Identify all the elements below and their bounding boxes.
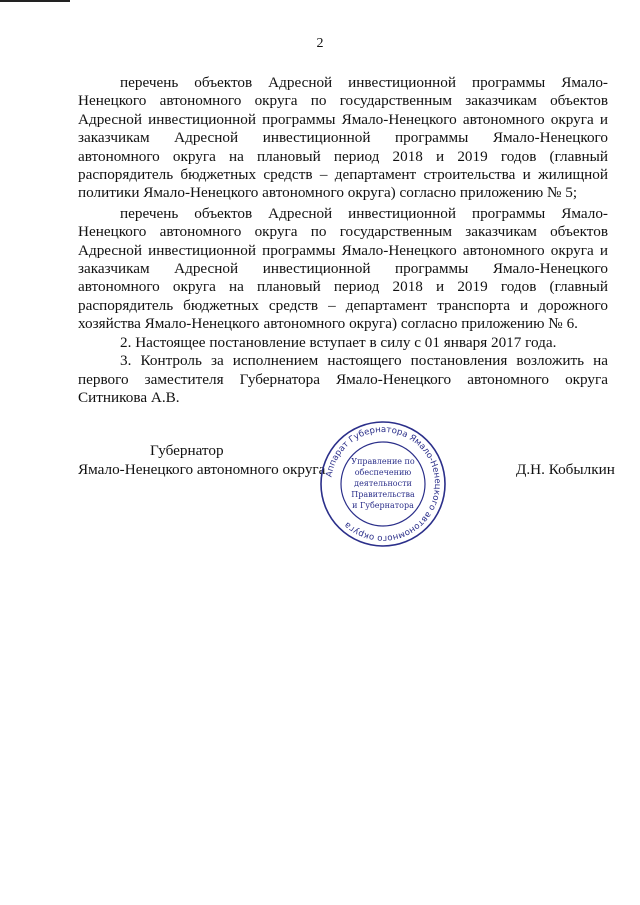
- paragraph-effective-date: 2. Настоящее постановление вступает в силу с 01 января 2017 года.: [120, 333, 557, 351]
- signatory-region: Ямало-Ненецкого автономного округа: [78, 461, 326, 478]
- official-seal: [319, 420, 447, 548]
- signatory-title: Губернатор: [150, 442, 224, 459]
- paragraph-appendix-5: перечень объектов Адресной инвестиционной программы Ямало-Ненецкого автономного округа по государственным заказчикам объектов Адресной инвестиционной программы Ямало-Ненецкого автономного округа и заказчикам Адресной инвестиционной программы Ямало-Ненецкого автономного округа на плановый период 2018 и 2019 годов (главный распорядитель бюджетных средств – департамент строительства и жилищной политики Ямало-Ненецкого автономного округа) согласно приложению № 5;: [78, 74, 608, 202]
- seal-line: Управление по: [351, 457, 415, 466]
- page-corner-mark: [0, 0, 70, 2]
- seal-line: Правительства: [351, 490, 415, 499]
- paragraph-control: 3. Контроль за исполнением настоящего постановления возложить на первого заместителя Губернатора Ямало-Ненецкого автономного округа Ситникова А.В.: [78, 352, 608, 406]
- seal-line: деятельности: [354, 479, 412, 488]
- seal-line: и Губернатора: [352, 501, 414, 510]
- seal-outer-text: Аппарат Губернатора Ямало-Ненецкого автономного округа: [324, 424, 443, 544]
- seal-line: обеспечению: [354, 468, 412, 477]
- seal-inner-text: [351, 457, 415, 510]
- paragraph-appendix-6: перечень объектов Адресной инвестиционной программы Ямало-Ненецкого автономного округа по государственным заказчикам объектов Адресной инвестиционной программы Ямало-Ненецкого автономного округа и заказчикам Адресной инвестиционной программы Ямало-Ненецкого автономного округа на плановый период 2018 и 2019 годов (главный распорядитель бюджетных средств – департамент транспорта и дорожного хозяйства Ямало-Ненецкого автономного округа) согласно приложению № 6.: [78, 204, 608, 333]
- document-body: [78, 74, 608, 407]
- signatory-name: Д.Н. Кобылкин: [516, 461, 615, 478]
- page-number: 2: [316, 36, 324, 51]
